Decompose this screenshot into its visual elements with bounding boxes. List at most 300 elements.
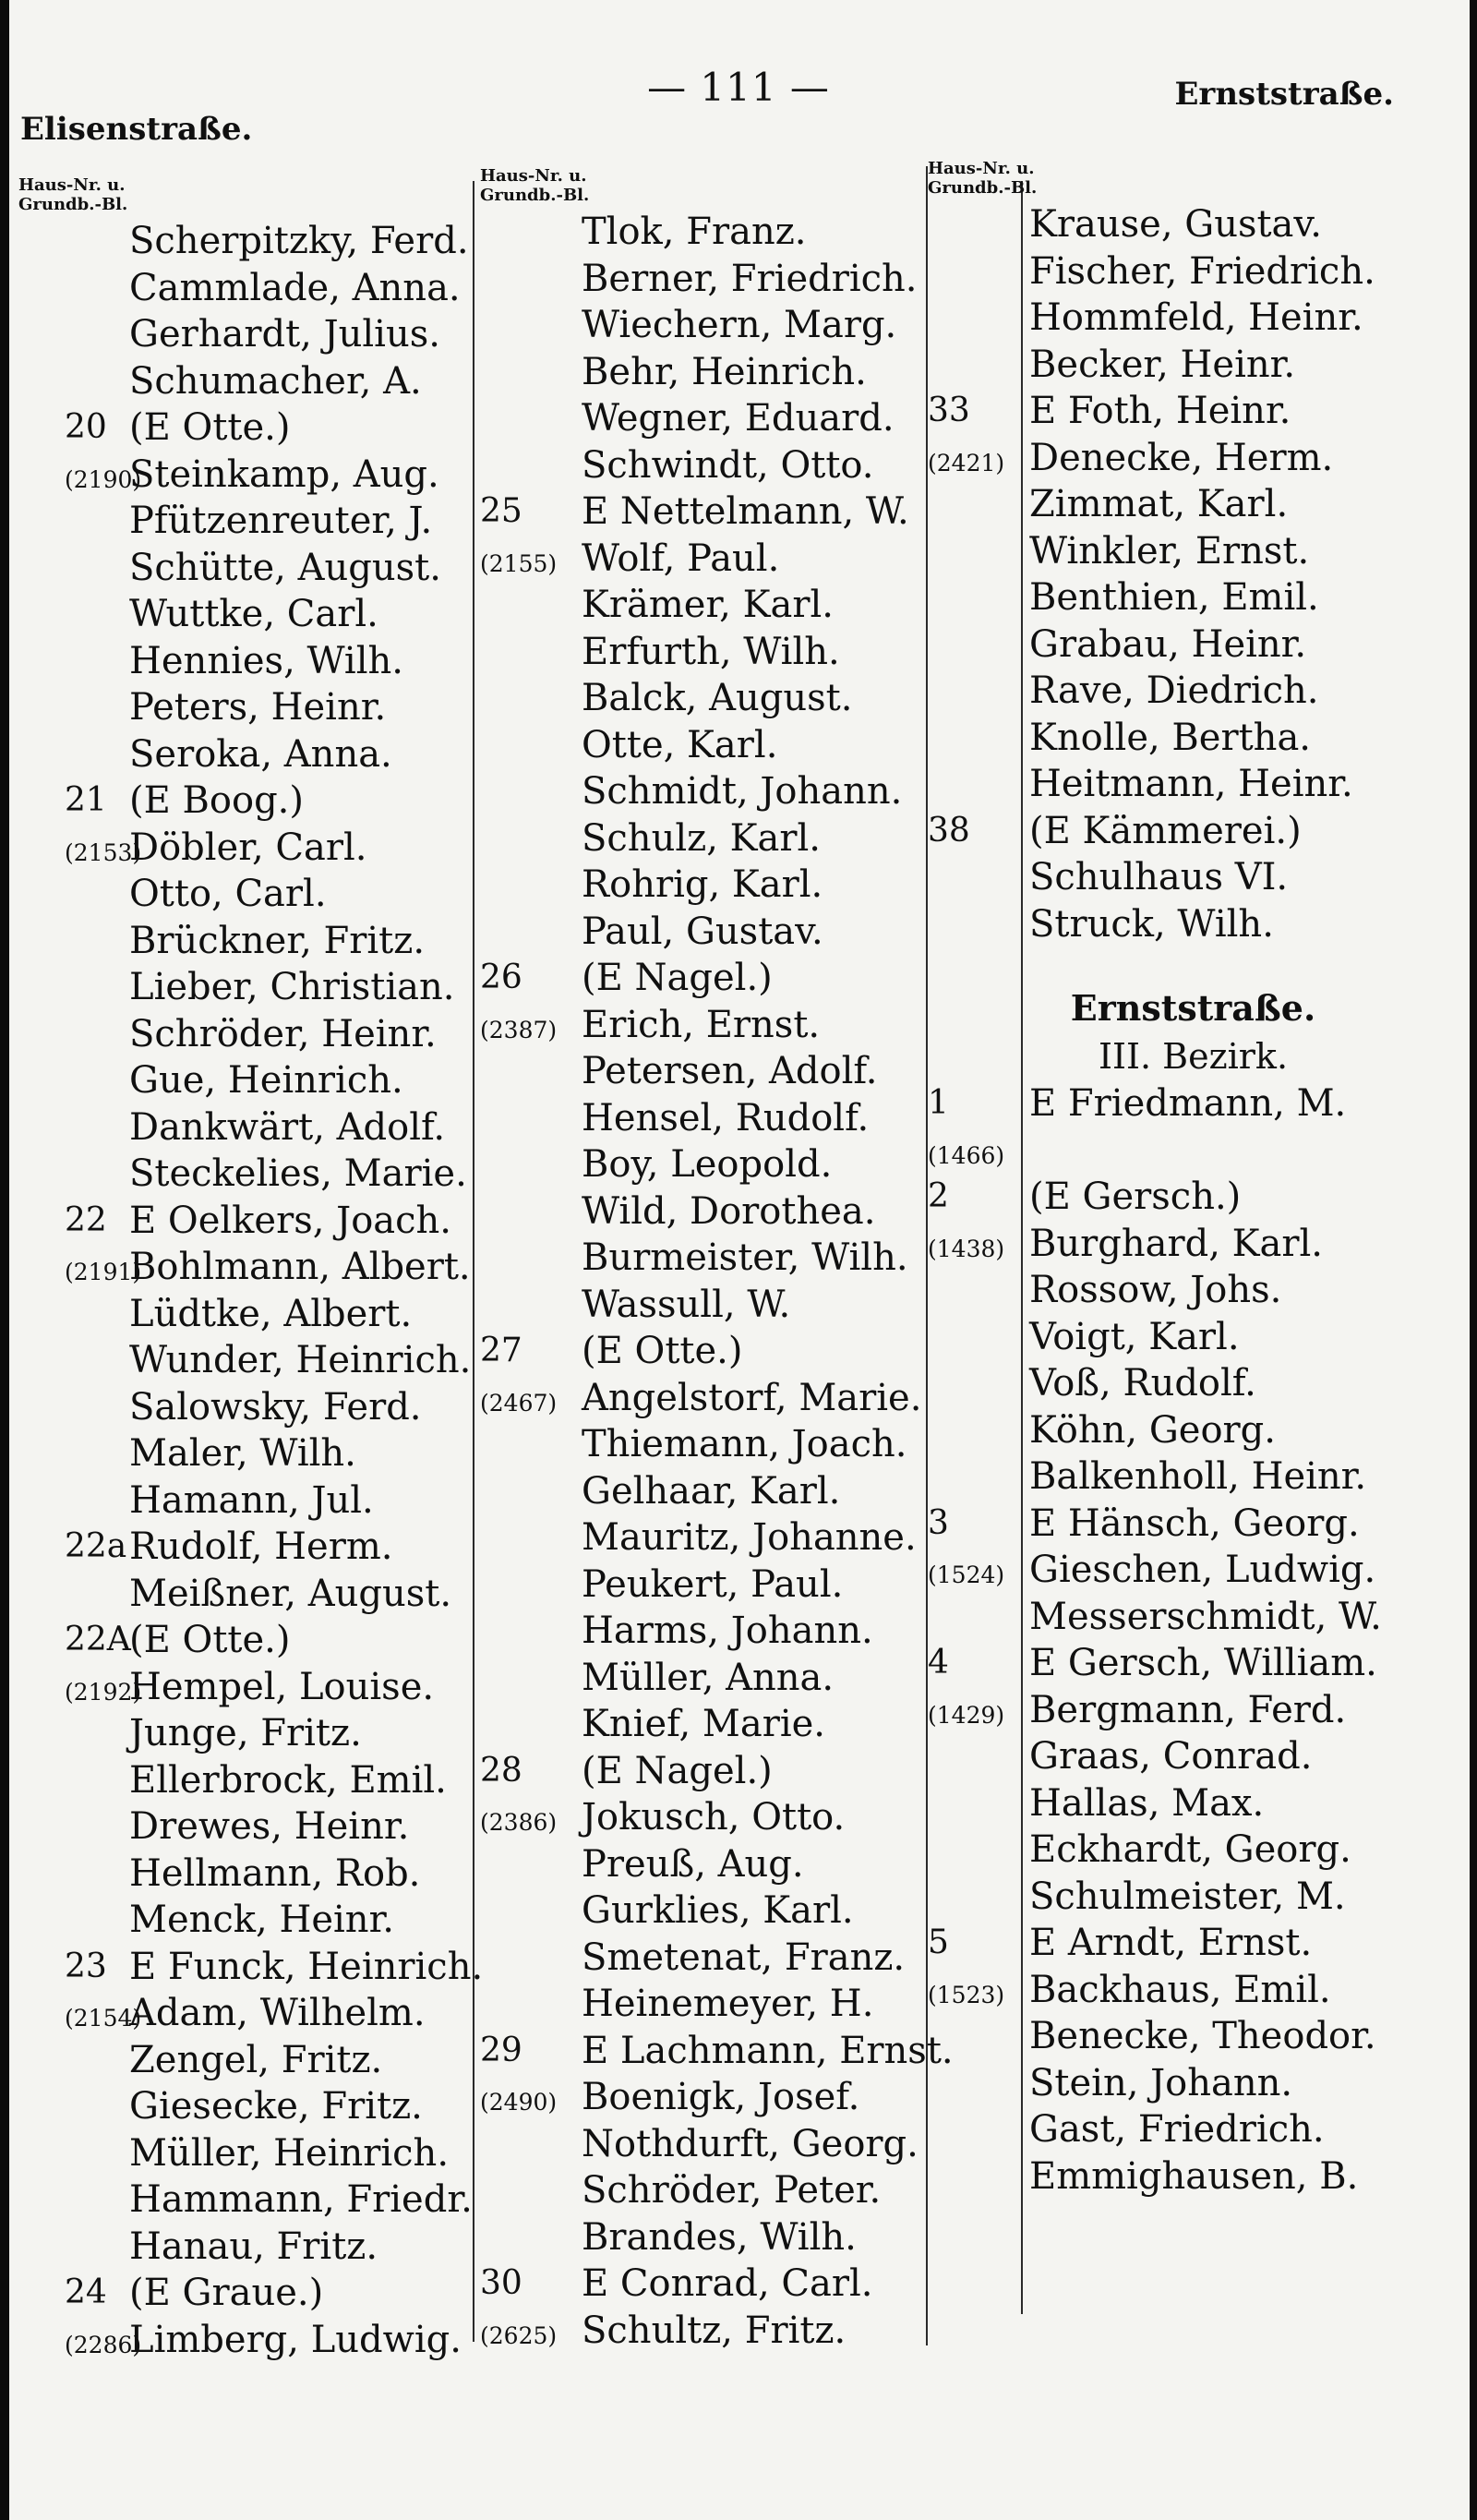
resident-name: Rohrig, Karl. (582, 863, 823, 906)
directory-entry (18, 1011, 535, 1058)
resident-name: Preuß, Aug. (582, 1842, 804, 1886)
directory-entry (18, 311, 535, 358)
resident-name: Meißner, August. (129, 1572, 452, 1615)
house-number: 24 (65, 2273, 107, 2311)
resident-name: Wegner, Eduard. (582, 397, 895, 440)
directory-entry (928, 1360, 1459, 1407)
column-1-header (18, 175, 535, 214)
resident-name: Wild, Dorothea. (582, 1189, 876, 1233)
directory-entry (928, 2060, 1459, 2107)
directory-entry (928, 435, 1459, 482)
resident-name: Behr, Heinrich. (582, 350, 867, 393)
resident-name: Hamann, Jul. (129, 1478, 374, 1522)
resident-name: Messerschmidt, W. (1029, 1595, 1382, 1638)
directory-entry (18, 2037, 535, 2084)
resident-name: Emmighausen, B. (1029, 2154, 1359, 2198)
directory-entry (928, 574, 1459, 621)
resident-name: Fischer, Friedrich. (1029, 249, 1375, 293)
house-number: 25 (480, 492, 522, 530)
directory-entry (928, 1733, 1459, 1780)
resident-name: Hanau, Fritz. (129, 2225, 378, 2268)
house-number: 1 (928, 1084, 949, 1122)
directory-entry (928, 1221, 1459, 1268)
resident-name: Bergmann, Ferd. (1029, 1688, 1347, 1731)
directory-entry (928, 1314, 1459, 1361)
directory-entry (18, 825, 535, 872)
resident-name: Erfurth, Wilh. (582, 630, 840, 673)
directory-entry (928, 295, 1459, 342)
house-number: 21 (65, 781, 107, 819)
directory-entry (928, 2106, 1459, 2153)
resident-name: Limberg, Ludwig. (129, 2318, 462, 2361)
resident-name: Hallas, Max. (1029, 1781, 1265, 1825)
resident-name: Müller, Anna. (582, 1656, 835, 1699)
directory-entry (18, 1337, 535, 1384)
house-number: 22 (65, 1200, 107, 1239)
directory-entry (928, 1080, 1459, 1127)
land-register-number: (2153) (65, 838, 142, 866)
directory-entry (480, 1188, 942, 1236)
resident-name: Gelhaar, Karl. (582, 1469, 841, 1513)
directory-entry (480, 1002, 942, 1049)
directory-entry (18, 684, 535, 731)
resident-name: Wunder, Heinrich. (129, 1339, 472, 1381)
directory-entry (928, 621, 1459, 669)
directory-entry (18, 1851, 535, 1898)
resident-name: Krämer, Karl. (582, 584, 834, 626)
resident-name: Peters, Heinr. (129, 686, 387, 729)
directory-entry (480, 302, 942, 349)
directory-entry (928, 342, 1459, 389)
directory-entry (18, 218, 535, 265)
resident-name: Zimmat, Karl. (1029, 483, 1289, 525)
column-1 (18, 175, 535, 2363)
resident-name: Gieschen, Ludwig. (1029, 1549, 1376, 1591)
page-number: — 111 — (647, 65, 830, 110)
column-2-header (480, 166, 942, 205)
resident-name: Brückner, Fritz. (129, 919, 426, 962)
house-number: 2 (928, 1177, 949, 1215)
house-number: 26 (480, 959, 522, 996)
directory-entry (928, 2013, 1459, 2060)
resident-name: Balkenholl, Heinr. (1029, 1455, 1367, 1498)
directory-entry (18, 265, 535, 312)
resident-name: E Oelkers, Joach. (129, 1199, 452, 1242)
land-register-number: (2190) (65, 465, 142, 493)
directory-entry (18, 1944, 535, 1991)
directory-entry (480, 2214, 942, 2261)
directory-entry (480, 722, 942, 769)
resident-name: Burghard, Karl. (1029, 1222, 1324, 1265)
resident-name: Wiechern, Marg. (582, 304, 897, 346)
resident-name: Stein, Johann. (1029, 2061, 1293, 2104)
directory-entry (480, 1048, 942, 1095)
directory-entry (480, 1794, 942, 1841)
directory-entry (480, 1095, 942, 1142)
resident-name: Hellmann, Rob. (129, 1851, 421, 1895)
directory-entry (928, 1687, 1459, 1734)
land-register-number: (2155) (480, 549, 558, 577)
directory-entry (18, 964, 535, 1011)
resident-name: Balck, August. (582, 677, 853, 719)
resident-name: Heitmann, Heinr. (1029, 763, 1353, 805)
resident-name: Benecke, Theodor. (1029, 2015, 1376, 2057)
house-number: 27 (480, 1332, 522, 1369)
directory-entry (480, 1608, 942, 1655)
resident-name: Angelstorf, Marie. (582, 1376, 922, 1419)
resident-name: E Friedmann, M. (1029, 1082, 1347, 1125)
directory-entry (928, 854, 1459, 901)
directory-entry (18, 1803, 535, 1851)
directory-entry (928, 901, 1459, 948)
directory-entry (18, 1757, 535, 1804)
land-register-number: (2191) (65, 1259, 142, 1285)
resident-name: Brandes, Wilh. (582, 2215, 857, 2259)
directory-entry (928, 715, 1459, 762)
resident-name: Scherpitzky, Ferd. (129, 220, 469, 262)
resident-name: Boy, Leopold. (582, 1143, 833, 1186)
resident-name: Pfützenreuter, J. (129, 500, 433, 542)
resident-name: Paul, Gustav. (582, 910, 823, 953)
directory-entry (480, 1561, 942, 1609)
land-register-number: (2286) (65, 2331, 142, 2358)
resident-name: Maler, Wilh. (129, 1432, 356, 1475)
directory-entry (928, 1127, 1459, 1175)
resident-name: Krause, Gustav. (1029, 203, 1322, 246)
resident-name: Rudolf, Herm. (129, 1525, 393, 1568)
directory-entry (18, 1571, 535, 1618)
column-header-line: Grundb.-Bl. (480, 186, 590, 205)
column-header-line: Grundb.-Bl. (18, 195, 128, 214)
resident-name: Struck, Wilh. (1029, 902, 1274, 946)
resident-name: Köhn, Georg. (1029, 1408, 1276, 1452)
resident-name: Hommfeld, Heinr. (1029, 296, 1363, 339)
resident-name: (E Otte.) (129, 1619, 291, 1661)
directory-entry (480, 768, 942, 815)
resident-name: (E Kämmerei.) (1029, 809, 1302, 852)
house-number: 28 (480, 1751, 522, 1790)
land-register-number: (2192) (65, 1678, 142, 1706)
directory-entry (18, 2317, 535, 2364)
column-header-line: Haus-Nr. u. (480, 166, 587, 186)
resident-name: (E Nagel.) (582, 1749, 773, 1792)
directory-entry (18, 2130, 535, 2177)
house-number: 38 (928, 811, 970, 850)
directory-entry (480, 582, 942, 629)
land-register-number: (2421) (928, 449, 1005, 476)
resident-name: Schmidt, Johann. (582, 770, 903, 813)
directory-entry (18, 1104, 535, 1151)
resident-name: Rave, Diedrich. (1029, 669, 1319, 712)
directory-entry (480, 349, 942, 396)
directory-entry (480, 1514, 942, 1561)
resident-name: Harms, Johann. (582, 1610, 873, 1652)
section-title: Ernststraße. (1070, 987, 1316, 1029)
directory-entry (18, 731, 535, 778)
resident-name: Otto, Carl. (129, 873, 327, 915)
resident-name: Seroka, Anna. (129, 732, 392, 776)
directory-entry (18, 2224, 535, 2271)
directory-entry (18, 778, 535, 825)
resident-name: Wassull, W. (582, 1283, 791, 1326)
resident-name: Otte, Karl. (582, 723, 778, 766)
resident-name: Backhaus, Emil. (1029, 1968, 1331, 2011)
resident-name: Steckelies, Marie. (129, 1152, 467, 1195)
land-register-number: (2386) (480, 1809, 558, 1836)
land-register-number: (2490) (480, 2089, 558, 2116)
resident-name: Jokusch, Otto. (582, 1796, 846, 1839)
directory-entry (928, 248, 1459, 295)
column-header-line: Haus-Nr. u. (928, 159, 1035, 178)
resident-name: (E Graue.) (129, 2272, 324, 2314)
resident-name: Schröder, Peter. (582, 2169, 882, 2212)
directory-entry (480, 1421, 942, 1468)
resident-name: Erich, Ernst. (582, 1003, 821, 1046)
directory-entry (928, 808, 1459, 855)
directory-entry (480, 815, 942, 862)
directory-entry (928, 1174, 1459, 1221)
resident-name: Lieber, Christian. (129, 966, 455, 1008)
resident-name: Smetenat, Franz. (582, 1935, 906, 1979)
resident-name: E Lachmann, Ernst. (582, 2029, 954, 2072)
resident-name: Drewes, Heinr. (129, 1805, 410, 1848)
directory-entry (480, 1935, 942, 1982)
directory-entry (18, 2176, 535, 2224)
resident-name: Ellerbrock, Emil. (129, 1758, 447, 1802)
resident-name: Eckhardt, Georg. (1029, 1828, 1351, 1871)
directory-entry (18, 1524, 535, 1571)
resident-name: Schröder, Heinr. (129, 1012, 437, 1055)
directory-entry (480, 1841, 942, 1888)
directory-entry (18, 1198, 535, 1245)
directory-entry (18, 1430, 535, 1477)
directory-entry (18, 1664, 535, 1711)
resident-name: Döbler, Carl. (129, 826, 367, 869)
directory-entry (480, 2167, 942, 2214)
resident-name: Mauritz, Johanne. (582, 1516, 917, 1559)
resident-name: (E Otte.) (582, 1330, 743, 1372)
running-head-right: Ernststraße. (1174, 76, 1394, 113)
resident-name: Benthien, Emil. (1029, 576, 1319, 619)
resident-name: Schütte, August. (129, 546, 441, 589)
resident-name: E Arndt, Ernst. (1029, 1922, 1313, 1964)
house-number: 33 (928, 392, 970, 429)
column-3-top-rows (928, 201, 1459, 947)
resident-name: Grabau, Heinr. (1029, 622, 1307, 666)
directory-entry (18, 358, 535, 405)
land-register-number: (1466) (928, 1141, 1005, 1169)
directory-entry (928, 1780, 1459, 1827)
directory-entry (18, 1617, 535, 1664)
resident-name: Steinkamp, Aug. (129, 452, 439, 496)
resident-name: Gue, Heinrich. (129, 1059, 403, 1102)
directory-entry (928, 1501, 1459, 1548)
house-number: 22A (65, 1621, 131, 1658)
directory-entry (18, 591, 535, 638)
resident-name: Müller, Heinrich. (129, 2131, 450, 2175)
house-number: 5 (928, 1923, 949, 1961)
house-number: 22a (65, 1527, 127, 1565)
resident-name: Peukert, Paul. (582, 1562, 844, 1606)
resident-name: Denecke, Herm. (1029, 436, 1334, 479)
resident-name: Knief, Marie. (582, 1703, 826, 1745)
directory-entry (480, 1282, 942, 1329)
resident-name: (E Nagel.) (582, 957, 773, 999)
resident-name: (E Gersch.) (1029, 1176, 1242, 1218)
resident-name: Voß, Rudolf. (1029, 1362, 1256, 1405)
directory-entry (480, 1701, 942, 1748)
directory-entry (480, 536, 942, 583)
directory-entry (480, 2121, 942, 2168)
resident-name: Menck, Heinr. (129, 1899, 395, 1941)
directory-entry (928, 1594, 1459, 1641)
resident-name: Thiemann, Joach. (582, 1423, 907, 1465)
directory-entry (18, 1384, 535, 1431)
directory-entry (928, 1267, 1459, 1314)
directory-entry (480, 909, 942, 956)
directory-entry (18, 2083, 535, 2130)
directory-entry (18, 871, 535, 918)
resident-name: Gast, Friedrich. (1029, 2108, 1325, 2151)
directory-entry (18, 1990, 535, 2037)
land-register-number: (2467) (480, 1389, 558, 1417)
directory-entry (18, 452, 535, 499)
resident-name: E Funck, Heinrich. (129, 1945, 484, 1988)
resident-name: Burmeister, Wilh. (582, 1236, 908, 1279)
directory-entry (928, 2153, 1459, 2200)
resident-name: Schulhaus VI. (1029, 856, 1289, 898)
directory-entry (928, 1827, 1459, 1874)
directory-entry (18, 545, 535, 592)
resident-name: Tlok, Franz. (582, 211, 807, 253)
resident-name: Adam, Wilhelm. (129, 1992, 426, 2034)
directory-entry (480, 442, 942, 489)
column-1-rows (18, 218, 535, 2363)
resident-name: Wuttke, Carl. (129, 593, 378, 635)
land-register-number: (1523) (928, 1981, 1005, 2008)
column-header-line: Grundb.-Bl. (928, 178, 1038, 198)
land-register-number: (1429) (928, 1701, 1005, 1729)
resident-name: E Hänsch, Georg. (1029, 1501, 1360, 1545)
resident-name: E Gersch, William. (1029, 1642, 1377, 1684)
directory-entry (928, 201, 1459, 248)
column-header-line: Haus-Nr. u. (18, 175, 126, 195)
resident-name: Wolf, Paul. (582, 537, 780, 580)
resident-name: Cammlade, Anna. (129, 266, 461, 309)
resident-name: Hennies, Wilh. (129, 639, 403, 682)
house-number: 30 (480, 2264, 522, 2302)
land-register-number: (1524) (928, 1561, 1005, 1588)
directory-entry (928, 1407, 1459, 1454)
directory-entry (480, 955, 942, 1002)
resident-name: Hammann, Friedr. (129, 2178, 473, 2221)
resident-name: Winkler, Ernst. (1029, 529, 1310, 573)
house-number: 4 (928, 1644, 949, 1682)
column-3 (928, 159, 1459, 2200)
scan-edge-left (0, 0, 9, 2520)
resident-name: Junge, Fritz. (129, 1712, 362, 1754)
directory-entry (928, 528, 1459, 575)
directory-entry (928, 1640, 1459, 1687)
directory-entry (18, 1710, 535, 1757)
resident-name: E Conrad, Carl. (582, 2262, 873, 2305)
directory-entry (480, 1748, 942, 1795)
directory-entry (18, 1477, 535, 1525)
directory-entry (928, 1874, 1459, 1921)
resident-name: Gerhardt, Julius. (129, 313, 440, 356)
directory-entry (928, 1547, 1459, 1594)
directory-entry (928, 1967, 1459, 2014)
directory-entry (480, 1887, 942, 1935)
house-number: 20 (65, 408, 107, 446)
resident-name: Graas, Conrad. (1029, 1735, 1313, 1778)
resident-name: Berner, Friedrich. (582, 257, 918, 300)
resident-name: Zengel, Fritz. (129, 2038, 383, 2081)
resident-name: Voigt, Karl. (1029, 1315, 1240, 1358)
directory-entry (18, 1151, 535, 1198)
directory-entry (18, 1897, 535, 1944)
resident-name: Schulz, Karl. (582, 816, 821, 860)
resident-name: E Foth, Heinr. (1029, 390, 1291, 432)
directory-entry (480, 1981, 942, 2028)
directory-entry (18, 498, 535, 545)
resident-name: (E Boog.) (129, 779, 305, 822)
directory-entry (480, 1655, 942, 1702)
land-register-number: (1438) (928, 1235, 1005, 1262)
directory-entry (480, 488, 942, 536)
directory-entry (480, 395, 942, 442)
resident-name: Salowsky, Ferd. (129, 1385, 422, 1429)
resident-name: Becker, Heinr. (1029, 343, 1296, 386)
resident-name: Knolle, Bertha. (1029, 716, 1311, 759)
column-3-header (928, 159, 1459, 198)
resident-name: Gurklies, Karl. (582, 1889, 854, 1932)
directory-entry (480, 1468, 942, 1515)
directory-entry (18, 1291, 535, 1338)
resident-name: Schulmeister, M. (1029, 1875, 1346, 1918)
resident-name: Hensel, Rudolf. (582, 1096, 870, 1139)
resident-name: (E Otte.) (129, 406, 291, 449)
resident-name: Nothdurft, Georg. (582, 2122, 919, 2165)
directory-entry (928, 761, 1459, 808)
resident-name: Lüdtke, Albert. (129, 1292, 413, 1335)
resident-name: E Nettelmann, W. (582, 490, 909, 533)
directory-entry (480, 1235, 942, 1282)
directory-entry (18, 1244, 535, 1291)
resident-name: Giesecke, Fritz. (129, 2085, 423, 2128)
directory-entry (480, 1328, 942, 1375)
land-register-number: (2625) (480, 2321, 558, 2349)
directory-entry (480, 675, 942, 722)
resident-name: Boenigk, Josef. (582, 2076, 860, 2118)
directory-entry (480, 2308, 942, 2355)
house-number: 3 (928, 1503, 949, 1542)
running-head-left: Elisenstraße. (20, 111, 253, 148)
directory-entry (480, 2028, 954, 2075)
directory-entry (480, 1375, 942, 1422)
directory-entry (480, 862, 942, 909)
land-register-number: (2154) (65, 2005, 142, 2032)
directory-entry (928, 668, 1459, 715)
directory-entry (928, 388, 1459, 435)
resident-name: Petersen, Adolf. (582, 1050, 878, 1092)
directory-entry (18, 918, 535, 965)
house-number: 29 (480, 2031, 522, 2069)
resident-name: Schultz, Fritz. (582, 2309, 847, 2352)
house-number: 23 (65, 1947, 107, 1985)
resident-name: Dankwärt, Adolf. (129, 1105, 446, 1149)
directory-entry (18, 404, 535, 452)
